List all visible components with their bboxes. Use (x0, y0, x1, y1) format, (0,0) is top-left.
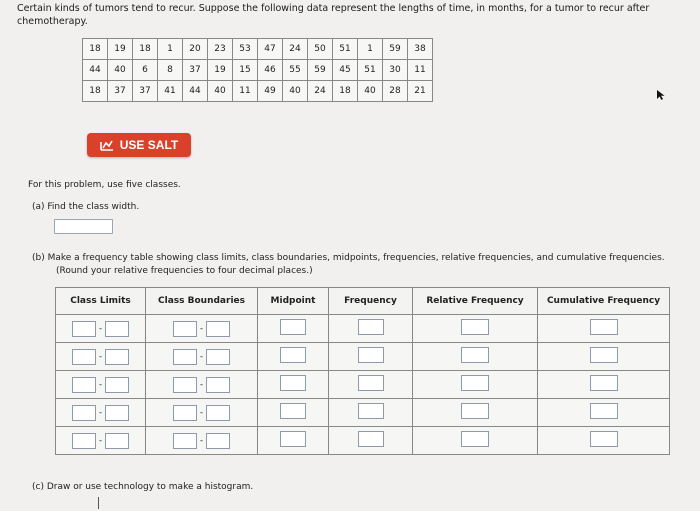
frequency-input[interactable] (358, 319, 384, 335)
class-width-input[interactable] (54, 219, 113, 234)
data-cell: 24 (283, 39, 308, 60)
header-class-limits: Class Limits (56, 288, 146, 315)
cumulative-frequency-input[interactable] (590, 403, 618, 419)
mouse-cursor-icon (656, 86, 666, 105)
class-limit-lower-input[interactable] (72, 377, 96, 393)
data-cell: 19 (108, 39, 133, 60)
data-cell: 11 (408, 60, 433, 81)
data-cell: 44 (183, 81, 208, 102)
midpoint-input[interactable] (280, 403, 306, 419)
cumulative-frequency-input[interactable] (590, 347, 618, 363)
dash-separator: - (98, 351, 103, 362)
class-limit-upper-input[interactable] (105, 377, 129, 393)
data-cell: 40 (358, 81, 383, 102)
class-boundary-cell (146, 315, 258, 343)
class-limit-upper-input[interactable] (105, 349, 129, 365)
header-frequency: Frequency (329, 288, 413, 315)
problem-note: For this problem, use five classes. (28, 180, 181, 190)
class-limit-cell (56, 371, 146, 399)
cumulative-frequency-input[interactable] (590, 375, 618, 391)
dash-separator: - (98, 435, 103, 446)
frequency-cell (329, 427, 413, 455)
use-salt-button[interactable] (87, 133, 191, 157)
dash-separator: - (98, 379, 103, 390)
relative-frequency-cell (413, 427, 538, 455)
class-boundary-cell (146, 427, 258, 455)
part-a-question: (a) Find the class width. (32, 202, 140, 212)
relative-frequency-input[interactable] (461, 375, 489, 391)
part-b-rounding-note: (Round your relative frequencies to four decimal places.) (56, 266, 313, 276)
dash-separator: - (199, 435, 204, 446)
class-limit-upper-input[interactable] (105, 405, 129, 421)
data-cell: 40 (208, 81, 233, 102)
part-c-question: (c) Draw or use technology to make a histogram. (32, 482, 254, 492)
class-limit-lower-input[interactable] (72, 433, 96, 449)
frequency-table-row (56, 371, 670, 399)
header-relative-frequency: Relative Frequency (413, 288, 538, 315)
class-limit-upper-input[interactable] (105, 433, 129, 449)
data-cell: 18 (333, 81, 358, 102)
relative-frequency-input[interactable] (461, 347, 489, 363)
midpoint-input[interactable] (280, 431, 306, 447)
midpoint-cell (258, 315, 329, 343)
class-boundary-cell (146, 343, 258, 371)
cumulative-frequency-input[interactable] (590, 319, 618, 335)
frequency-table-row (56, 399, 670, 427)
midpoint-input[interactable] (280, 319, 306, 335)
relative-frequency-cell (413, 343, 538, 371)
class-limit-cell (56, 315, 146, 343)
class-limit-lower-input[interactable] (72, 349, 96, 365)
relative-frequency-cell (413, 399, 538, 427)
data-cell: 1 (358, 39, 383, 60)
data-cell: 59 (308, 60, 333, 81)
data-cell: 24 (308, 81, 333, 102)
midpoint-cell (258, 343, 329, 371)
class-limit-lower-input[interactable] (72, 321, 96, 337)
midpoint-input[interactable] (280, 347, 306, 363)
data-cell: 49 (258, 81, 283, 102)
data-cell: 30 (383, 60, 408, 81)
class-boundary-upper-input[interactable] (206, 377, 230, 393)
dash-separator: - (199, 351, 204, 362)
class-boundary-upper-input[interactable] (206, 405, 230, 421)
cumulative-frequency-cell (538, 343, 670, 371)
data-cell: 44 (83, 60, 108, 81)
midpoint-cell (258, 399, 329, 427)
data-cell: 51 (333, 39, 358, 60)
data-cell: 6 (133, 60, 158, 81)
data-cell: 11 (233, 81, 258, 102)
data-row (83, 39, 433, 60)
midpoint-cell (258, 427, 329, 455)
data-cell: 37 (183, 60, 208, 81)
frequency-cell (329, 343, 413, 371)
frequency-cell (329, 399, 413, 427)
data-cell: 19 (208, 60, 233, 81)
midpoint-input[interactable] (280, 375, 306, 391)
class-boundary-lower-input[interactable] (173, 349, 197, 365)
data-cell: 40 (108, 60, 133, 81)
data-cell: 55 (283, 60, 308, 81)
data-cell: 21 (408, 81, 433, 102)
dash-separator: - (199, 407, 204, 418)
data-cell: 18 (133, 39, 158, 60)
midpoint-cell (258, 371, 329, 399)
data-cell: 18 (83, 39, 108, 60)
class-boundary-lower-input[interactable] (173, 405, 197, 421)
cumulative-frequency-cell (538, 399, 670, 427)
class-boundary-lower-input[interactable] (173, 321, 197, 337)
cumulative-frequency-cell (538, 371, 670, 399)
relative-frequency-cell (413, 315, 538, 343)
dash-separator: - (199, 379, 204, 390)
data-cell: 37 (133, 81, 158, 102)
class-boundary-cell (146, 399, 258, 427)
class-boundary-upper-input[interactable] (206, 349, 230, 365)
relative-frequency-input[interactable] (461, 431, 489, 447)
dash-separator: - (98, 323, 103, 334)
frequency-table-row (56, 343, 670, 371)
relative-frequency-input[interactable] (461, 319, 489, 335)
relative-frequency-cell (413, 371, 538, 399)
data-cell: 47 (258, 39, 283, 60)
class-boundary-lower-input[interactable] (173, 377, 197, 393)
data-table (82, 38, 433, 102)
data-cell: 20 (183, 39, 208, 60)
frequency-input[interactable] (358, 431, 384, 447)
salt-icon (100, 139, 114, 151)
data-cell: 51 (358, 60, 383, 81)
cumulative-frequency-input[interactable] (590, 431, 618, 447)
data-cell: 45 (333, 60, 358, 81)
part-b-question: (b) Make a frequency table showing class limits, class boundaries, midpoints, frequencies, relative frequencies, and cumulative frequencies. (32, 253, 665, 263)
class-limit-lower-input[interactable] (72, 405, 96, 421)
data-cell: 50 (308, 39, 333, 60)
data-cell: 37 (108, 81, 133, 102)
dash-separator: - (98, 407, 103, 418)
cumulative-frequency-cell (538, 427, 670, 455)
frequency-input[interactable] (358, 403, 384, 419)
class-boundary-cell (146, 371, 258, 399)
frequency-input[interactable] (358, 347, 384, 363)
data-cell: 53 (233, 39, 258, 60)
use-salt-label: USE SALT (119, 138, 179, 152)
data-cell: 40 (283, 81, 308, 102)
data-cell: 8 (158, 60, 183, 81)
class-limit-cell (56, 343, 146, 371)
text-caret (98, 497, 99, 509)
dash-separator: - (199, 323, 204, 334)
cumulative-frequency-cell (538, 315, 670, 343)
class-boundary-upper-input[interactable] (206, 433, 230, 449)
data-cell: 1 (158, 39, 183, 60)
frequency-table-row (56, 315, 670, 343)
header-midpoint: Midpoint (258, 288, 329, 315)
frequency-cell (329, 371, 413, 399)
data-cell: 59 (383, 39, 408, 60)
header-cumulative-frequency: Cumulative Frequency (538, 288, 670, 315)
data-cell: 38 (408, 39, 433, 60)
data-row (83, 60, 433, 81)
frequency-table (55, 287, 670, 455)
data-cell: 41 (158, 81, 183, 102)
data-cell: 46 (258, 60, 283, 81)
frequency-input[interactable] (358, 375, 384, 391)
class-boundary-upper-input[interactable] (206, 321, 230, 337)
data-row (83, 81, 433, 102)
data-cell: 28 (383, 81, 408, 102)
class-limit-cell (56, 427, 146, 455)
class-limit-upper-input[interactable] (105, 321, 129, 337)
frequency-table-row (56, 427, 670, 455)
class-limit-cell (56, 399, 146, 427)
class-boundary-lower-input[interactable] (173, 433, 197, 449)
data-cell: 23 (208, 39, 233, 60)
data-cell: 18 (83, 81, 108, 102)
data-cell: 15 (233, 60, 258, 81)
frequency-cell (329, 315, 413, 343)
header-class-boundaries: Class Boundaries (146, 288, 258, 315)
relative-frequency-input[interactable] (461, 403, 489, 419)
problem-intro: Certain kinds of tumors tend to recur. Suppose the following data represent the lengths of time, in months, for a tumor to recur after chemotherapy. (17, 3, 650, 27)
